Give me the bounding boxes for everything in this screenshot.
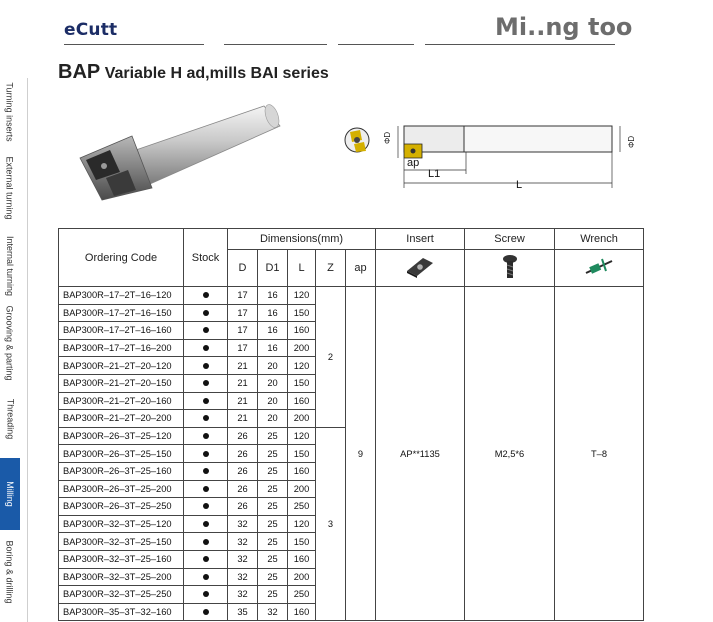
screw-cell xyxy=(465,250,555,287)
ordering-code: BAP300R–21–2T–20–200 xyxy=(59,410,184,428)
stock-cell xyxy=(184,586,228,604)
header-rule xyxy=(338,44,414,45)
side-tab-internal-turning[interactable] xyxy=(0,230,20,302)
col-z: Z xyxy=(316,250,346,287)
stock-cell xyxy=(184,392,228,410)
in-stock-dot-icon xyxy=(203,556,209,562)
d-value: 21 xyxy=(228,392,258,410)
series-title: Variable H ad,mills BAI series xyxy=(104,65,329,82)
l-value: 160 xyxy=(288,462,316,480)
brand-logo: eCutt xyxy=(64,20,118,40)
stock-cell xyxy=(184,445,228,463)
screw-value: M2,5*6 xyxy=(465,287,555,621)
d1-value: 25 xyxy=(258,445,288,463)
stock-cell xyxy=(184,568,228,586)
side-tab-label: Milling xyxy=(5,481,16,507)
col-l: L xyxy=(288,250,316,287)
l-value: 150 xyxy=(288,533,316,551)
side-tab-boring-drilling[interactable] xyxy=(0,534,20,610)
d-value: 21 xyxy=(228,357,258,375)
d1-value: 25 xyxy=(258,498,288,516)
label-l1: L1 xyxy=(428,168,441,180)
in-stock-dot-icon xyxy=(203,486,209,492)
ordering-code: BAP300R–17–2T–16–150 xyxy=(59,304,184,322)
insert-icon xyxy=(403,255,437,279)
ordering-code: BAP300R–26–3T–25–150 xyxy=(59,445,184,463)
ordering-code: BAP300R–17–2T–16–200 xyxy=(59,339,184,357)
d1-value: 25 xyxy=(258,550,288,568)
d-value: 26 xyxy=(228,480,258,498)
d1-value: 25 xyxy=(258,586,288,604)
stock-cell xyxy=(184,357,228,375)
in-stock-dot-icon xyxy=(203,363,209,369)
l-value: 120 xyxy=(288,515,316,533)
l-value: 200 xyxy=(288,568,316,586)
col-ap: ap xyxy=(346,250,376,287)
side-tab-label: Turning inserts xyxy=(5,82,16,142)
stock-cell xyxy=(184,462,228,480)
header-rule xyxy=(224,44,327,45)
in-stock-dot-icon xyxy=(203,433,209,439)
stock-cell xyxy=(184,304,228,322)
ordering-code: BAP300R–32–3T–25–120 xyxy=(59,515,184,533)
l-value: 150 xyxy=(288,304,316,322)
side-tab-label: Threading xyxy=(5,398,15,440)
d-value: 32 xyxy=(228,515,258,533)
series-code: BAP xyxy=(58,61,101,83)
d-value: 26 xyxy=(228,427,258,445)
in-stock-dot-icon xyxy=(203,591,209,597)
col-screw: Screw xyxy=(465,229,555,250)
in-stock-dot-icon xyxy=(203,415,209,421)
in-stock-dot-icon xyxy=(203,327,209,333)
side-tab-label: Grooving & parting xyxy=(5,305,16,381)
header-rule xyxy=(425,44,615,45)
product-photo xyxy=(76,100,284,202)
col-ordering-code: Ordering Code xyxy=(59,229,184,287)
d-value: 26 xyxy=(228,498,258,516)
l-value: 250 xyxy=(288,586,316,604)
ordering-code: BAP300R–32–3T–25–200 xyxy=(59,568,184,586)
side-tab-label: Boring & drilling xyxy=(5,540,15,604)
in-stock-dot-icon xyxy=(203,503,209,509)
d1-value: 25 xyxy=(258,568,288,586)
side-tab-turning-inserts[interactable] xyxy=(0,78,20,146)
in-stock-dot-icon xyxy=(203,521,209,527)
l-value: 160 xyxy=(288,392,316,410)
table-body xyxy=(59,287,644,621)
header-rule xyxy=(64,44,204,45)
d-value: 17 xyxy=(228,339,258,357)
side-tab-label: External turning xyxy=(5,156,16,220)
stock-cell xyxy=(184,603,228,621)
in-stock-dot-icon xyxy=(203,292,209,298)
ordering-code: BAP300R–26–3T–25–200 xyxy=(59,480,184,498)
ap-value: 9 xyxy=(346,287,376,621)
insert-value: AP**1135 xyxy=(376,287,465,621)
ordering-code: BAP300R–17–2T–16–120 xyxy=(59,287,184,305)
wrench-value: T–8 xyxy=(555,287,644,621)
d1-value: 25 xyxy=(258,533,288,551)
d-value: 26 xyxy=(228,445,258,463)
l-value: 120 xyxy=(288,357,316,375)
col-stock: Stock xyxy=(184,229,228,287)
l-value: 160 xyxy=(288,603,316,621)
col-d: D xyxy=(228,250,258,287)
ordering-code: BAP300R–26–3T–25–250 xyxy=(59,498,184,516)
l-value: 160 xyxy=(288,322,316,340)
d-value: 32 xyxy=(228,550,258,568)
stock-cell xyxy=(184,427,228,445)
ordering-code: BAP300R–32–3T–25–150 xyxy=(59,533,184,551)
col-insert: Insert xyxy=(376,229,465,250)
spec-table-header xyxy=(58,228,644,287)
in-stock-dot-icon xyxy=(203,345,209,351)
stock-cell xyxy=(184,533,228,551)
l-value: 120 xyxy=(288,287,316,305)
l-value: 200 xyxy=(288,410,316,428)
in-stock-dot-icon xyxy=(203,380,209,386)
insert-cell xyxy=(376,250,465,287)
d1-value: 20 xyxy=(258,357,288,375)
ordering-code: BAP300R–26–3T–25–160 xyxy=(59,462,184,480)
table-row[interactable] xyxy=(59,287,644,305)
l-value: 150 xyxy=(288,445,316,463)
d1-value: 16 xyxy=(258,287,288,305)
d1-value: 16 xyxy=(258,304,288,322)
ordering-code: BAP300R–17–2T–16–160 xyxy=(59,322,184,340)
d-value: 21 xyxy=(228,410,258,428)
d-value: 21 xyxy=(228,374,258,392)
side-tab-threading[interactable] xyxy=(0,384,20,454)
z-value: 2 xyxy=(316,287,346,428)
in-stock-dot-icon xyxy=(203,574,209,580)
label-ap: ap xyxy=(407,157,420,169)
l-value: 150 xyxy=(288,374,316,392)
col-wrench: Wrench xyxy=(555,229,644,250)
ordering-code: BAP300R–21–2T–20–120 xyxy=(59,357,184,375)
in-stock-dot-icon xyxy=(203,468,209,474)
stock-cell xyxy=(184,374,228,392)
wrench-icon xyxy=(582,255,616,279)
stock-cell xyxy=(184,410,228,428)
in-stock-dot-icon xyxy=(203,398,209,404)
header-title: Mi..ng too xyxy=(495,13,633,41)
in-stock-dot-icon xyxy=(203,451,209,457)
ordering-code: BAP300R–21–2T–20–150 xyxy=(59,374,184,392)
ordering-code: BAP300R–32–3T–25–160 xyxy=(59,550,184,568)
d-value: 35 xyxy=(228,603,258,621)
side-tab-milling[interactable] xyxy=(0,458,20,530)
screw-icon xyxy=(500,253,520,281)
d1-value: 32 xyxy=(258,603,288,621)
ordering-code: BAP300R–32–3T–25–250 xyxy=(59,586,184,604)
z-value: 3 xyxy=(316,427,346,621)
ordering-code: BAP300R–21–2T–20–160 xyxy=(59,392,184,410)
side-tab-label: Internal turning xyxy=(5,235,16,297)
d1-value: 16 xyxy=(258,322,288,340)
page-title xyxy=(58,61,329,84)
stock-cell xyxy=(184,480,228,498)
d1-value: 25 xyxy=(258,427,288,445)
d-value: 26 xyxy=(228,462,258,480)
stock-cell xyxy=(184,550,228,568)
wrench-cell xyxy=(555,250,644,287)
l-value: 200 xyxy=(288,480,316,498)
l-value: 250 xyxy=(288,498,316,516)
d-value: 17 xyxy=(228,304,258,322)
in-stock-dot-icon xyxy=(203,609,209,615)
d-value: 17 xyxy=(228,287,258,305)
d-value: 32 xyxy=(228,586,258,604)
side-tab-external-turning[interactable] xyxy=(0,152,20,224)
in-stock-dot-icon xyxy=(203,539,209,545)
technical-diagram xyxy=(340,110,640,198)
stock-cell xyxy=(184,287,228,305)
d-value: 32 xyxy=(228,533,258,551)
spec-table-body xyxy=(58,286,644,621)
d-value: 32 xyxy=(228,568,258,586)
ordering-code: BAP300R–35–3T–32–160 xyxy=(59,603,184,621)
label-d: ΦD xyxy=(383,131,392,144)
ordering-code: BAP300R–26–3T–25–120 xyxy=(59,427,184,445)
d1-value: 20 xyxy=(258,374,288,392)
in-stock-dot-icon xyxy=(203,310,209,316)
d1-value: 16 xyxy=(258,339,288,357)
label-d1: ΦD xyxy=(627,135,636,148)
col-d1: D1 xyxy=(258,250,288,287)
side-tab-grooving-parting[interactable] xyxy=(0,306,20,380)
label-l: L xyxy=(516,179,523,191)
l-value: 160 xyxy=(288,550,316,568)
d1-value: 20 xyxy=(258,410,288,428)
stock-cell xyxy=(184,498,228,516)
stock-cell xyxy=(184,515,228,533)
d1-value: 25 xyxy=(258,480,288,498)
l-value: 200 xyxy=(288,339,316,357)
d1-value: 25 xyxy=(258,515,288,533)
side-divider xyxy=(27,78,28,622)
l-value: 120 xyxy=(288,427,316,445)
d-value: 17 xyxy=(228,322,258,340)
col-dimensions: Dimensions(mm) xyxy=(228,229,376,250)
stock-cell xyxy=(184,339,228,357)
d1-value: 20 xyxy=(258,392,288,410)
d1-value: 25 xyxy=(258,462,288,480)
stock-cell xyxy=(184,322,228,340)
